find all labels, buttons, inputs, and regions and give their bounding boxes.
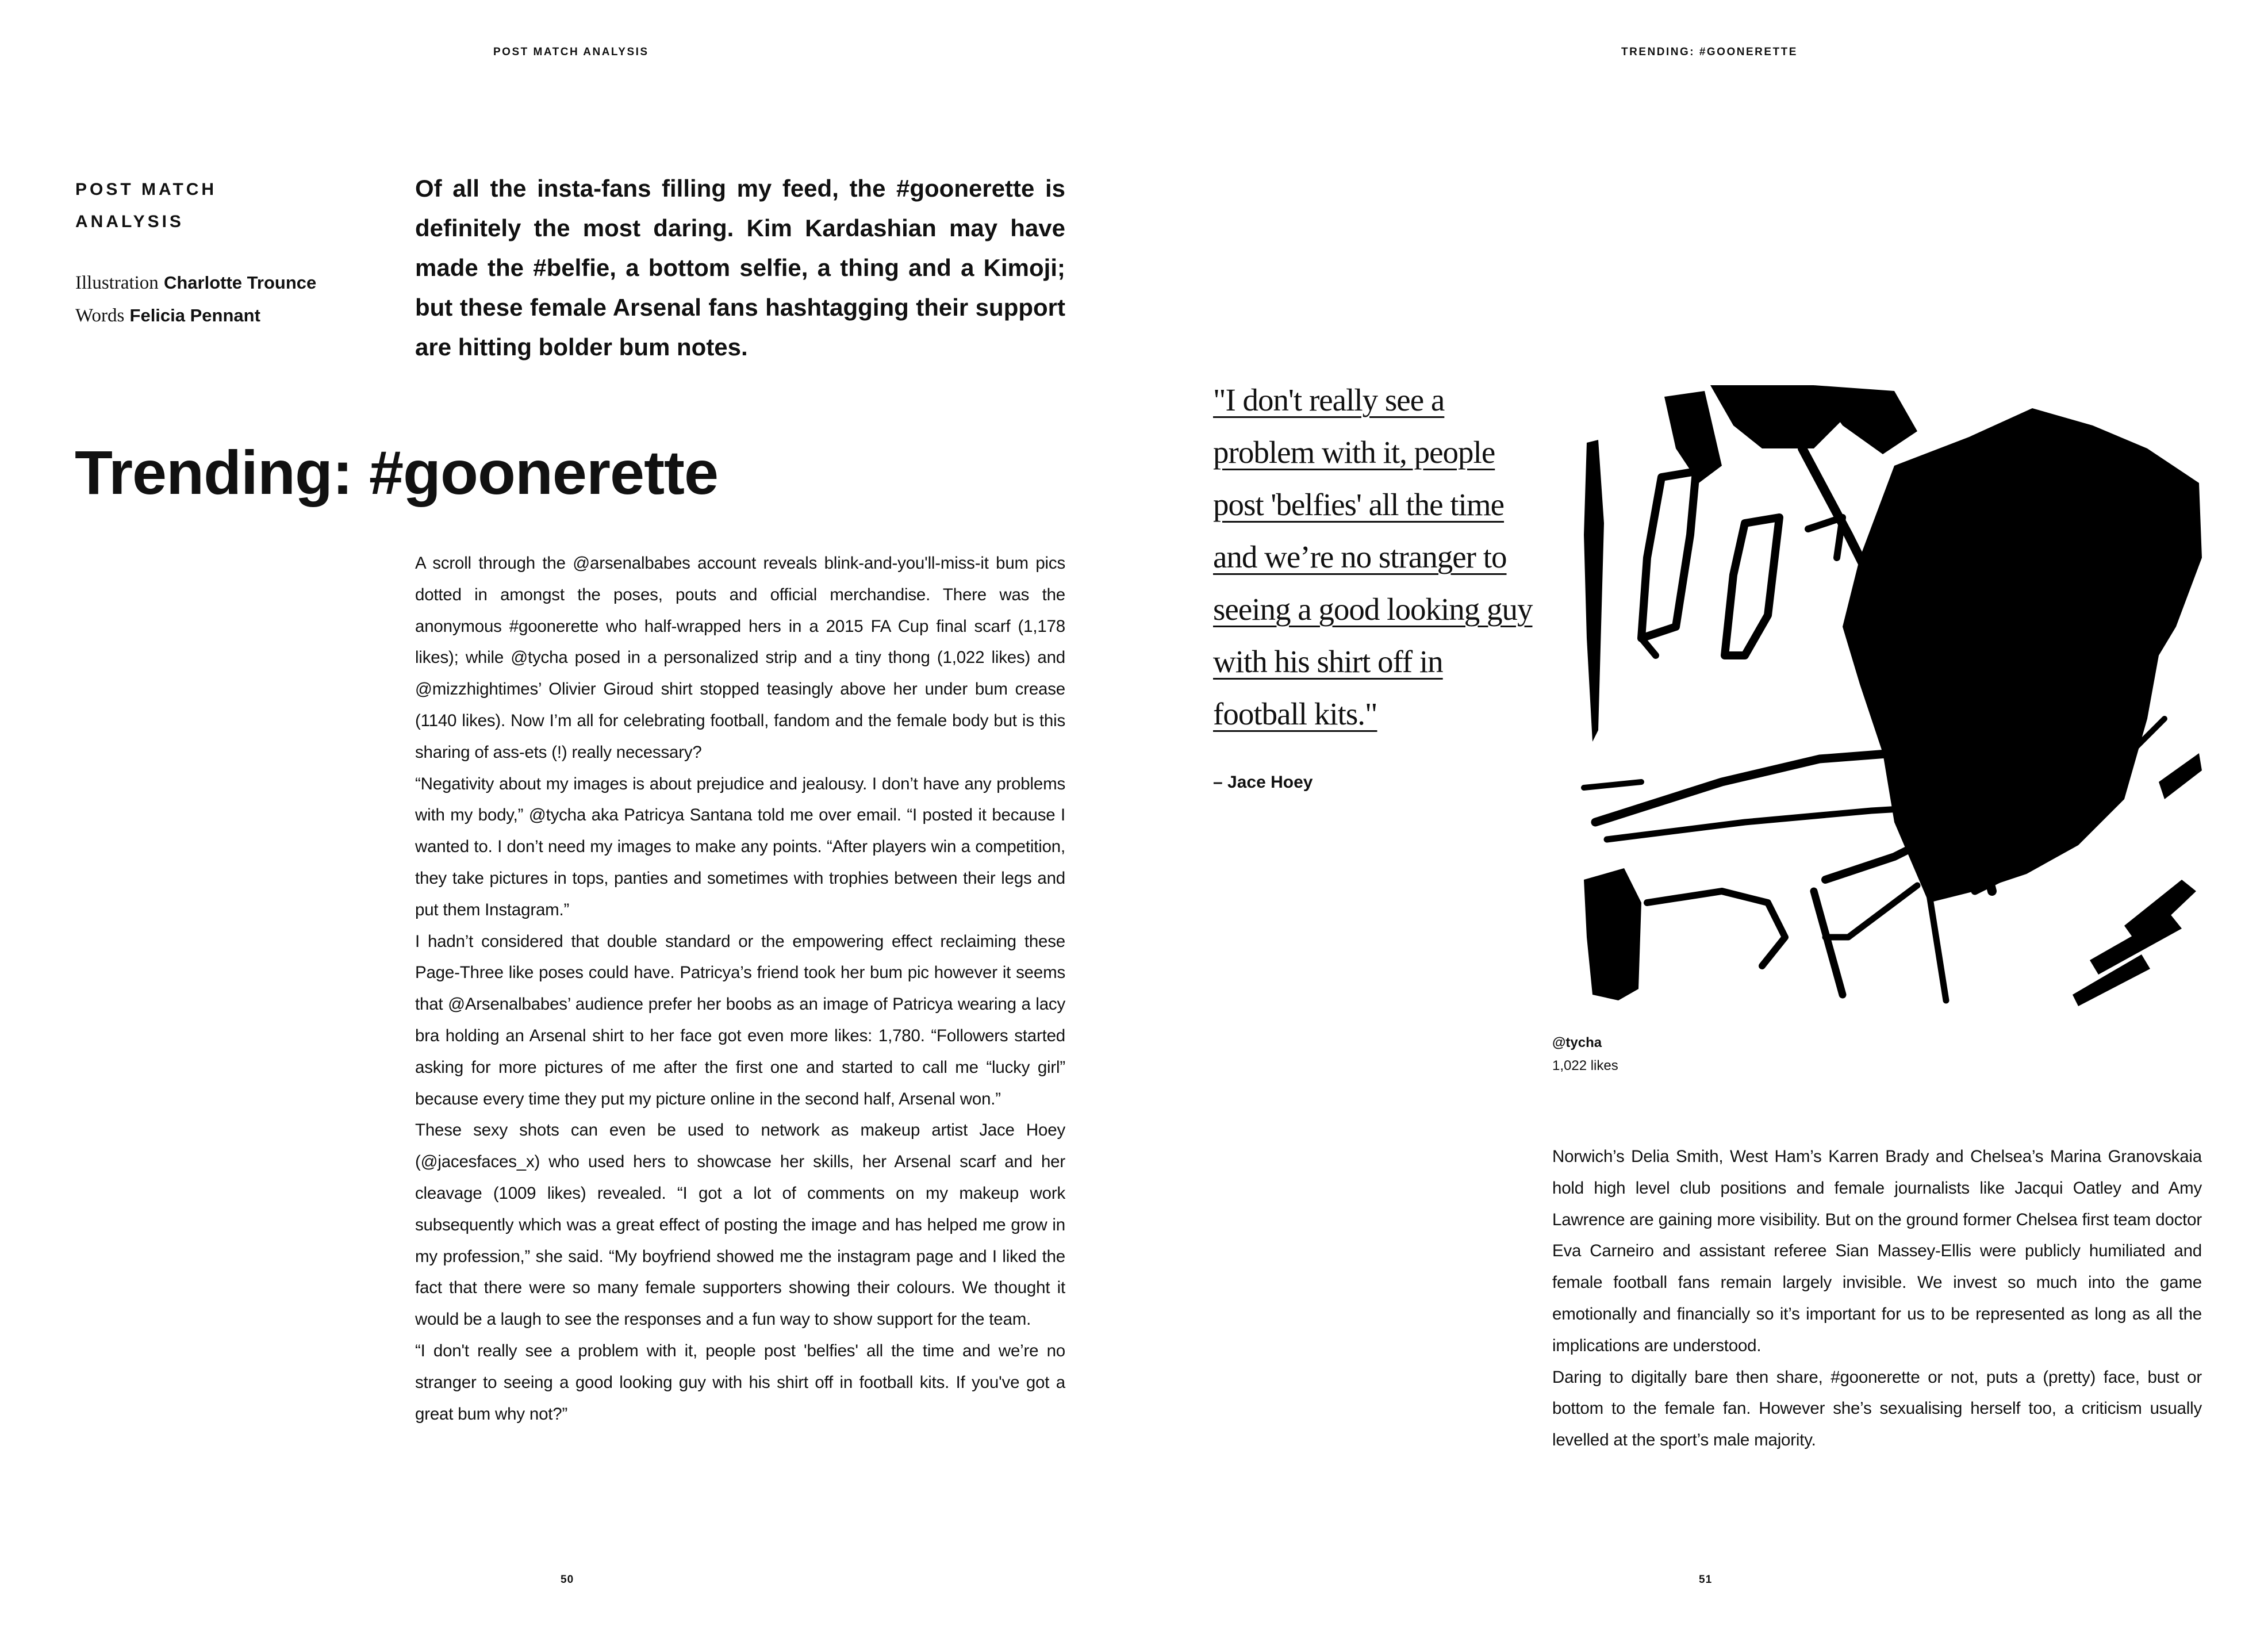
body-column-left <box>415 548 1065 1430</box>
credit-words <box>75 299 316 332</box>
body-column-right <box>1552 1141 2202 1456</box>
body-paragraph: A scroll through the @arsenalbabes account reveals blink-and-you'll-miss-it bum pics dotted in amongst the poses, pouts and official merchandise. There was the anonymous #goonerette who half-wrapped hers in a 2015 FA Cup final scarf (1,178 likes); while @tycha posed in a personalized strip and a tiny thong (1,022 likes) and @mizzhightimes’ Olivier Giroud shirt stopped teasingly above her under bum crease (1140 likes). Now I’m all for celebrating football, fandom and the female body but is this sharing of ass-ets (!) really necessary? <box>415 554 1065 762</box>
credit-role: Words <box>75 305 125 326</box>
standfirst: Of all the insta-fans filling my feed, the #goonerette is definitely the most daring. Kim Kardashian may have made the #belfie, a bottom selfie, a thing and a Kimoji; but these female Arsenal fans hashtagging their support are hitting bolder bum notes. <box>415 175 1065 360</box>
body-paragraph: I hadn’t considered that double standard or the empowering effect reclaiming these Page-Three like poses could have. Patricya’s friend took her bum pic however it seems that @Arsenalbabes’ audience prefer her boobs as an image of Patricya wearing a lacy bra holding an Arsenal shirt to her face got even more likes: 1,780. “Followers started asking for more pictures of me after the first one and started to call me “lucky girl” because every time they put my picture online in the second half, Arsenal won.” <box>415 931 1065 1109</box>
pull-quote-attribution: – Jace Hoey <box>1213 773 1313 792</box>
right-running-head: TRENDING: #GOONERETTE <box>1621 46 1798 58</box>
pull-quote: "I don't really see a problem with it, people post 'belfies' all the time and we’re no stranger to seeing a good looking guy with his shirt off in football kits." <box>1213 382 1533 731</box>
section-label: POST MATCH ANALYSIS <box>75 180 217 231</box>
page-number-right: 51 <box>1699 1574 1713 1586</box>
credits <box>75 266 316 332</box>
article-headline: Trending: #goonerette <box>75 438 719 507</box>
body-paragraph: Daring to digitally bare then share, #goonerette or not, puts a (pretty) face, bust or bottom to the female fan. However she’s sexualising herself too, a criticism usually levelled at the sport’s male majority. <box>1552 1367 2202 1450</box>
credit-name: Charlotte Trounce <box>163 273 317 293</box>
credit-name: Felicia Pennant <box>129 305 260 325</box>
caption-handle: @tycha <box>1552 1035 1602 1050</box>
page-number-left: 50 <box>561 1574 574 1586</box>
credit-illustration <box>75 266 316 299</box>
credit-role: Illustration <box>75 273 159 293</box>
caption-likes: 1,022 likes <box>1552 1058 1618 1073</box>
body-paragraph: “I don't really see a problem with it, people post 'belfies' all the time and we’re no stranger to seeing a good looking guy with his shirt off in football kits. If you've got a great bum why not?” <box>415 1341 1065 1424</box>
body-paragraph: These sexy shots can even be used to network as makeup artist Jace Hoey (@jacesfaces_x) who used hers to showcase her skills, her Arsenal scarf and her cleavage (1009 likes) revealed. “I got a lot of comments on my makeup work subsequently which was a great effect of posting the image and has helped me grow in my profession,” she said. “My boyfriend showed me the instagram page and I liked the fact that there were so many female supporters showing their colours. We thought it would be a laugh to see the responses and a fun way to show support for the team. <box>415 1121 1065 1329</box>
left-running-head: POST MATCH ANALYSIS <box>493 46 649 58</box>
body-paragraph: Norwich’s Delia Smith, West Ham’s Karren Brady and Chelsea’s Marina Granovskaia hold high level club positions and female journalists like Jacqui Oatley and Amy Lawrence are gaining more visibility. But on the ground former Chelsea first team doctor Eva Carneiro and assistant referee Sian Massey-Ellis were publicly humiliated and female football fans remain largely invisible. We invest so much into the game emotionally and financially so it’s important for us to be represented as long as all the implications are understood. <box>1552 1147 2202 1355</box>
body-paragraph: “Negativity about my images is about prejudice and jealousy. I don’t have any problems with my body,” @tycha aka Patricya Santana told me over email. “I posted it because I wanted to. I don’t need my images to make any points. “After players win a competition, they take pictures in tops, panties and sometimes with trophies between their legs and put them Instagram.” <box>415 774 1065 919</box>
ink-brush-illustration-icon <box>1572 385 2205 1006</box>
